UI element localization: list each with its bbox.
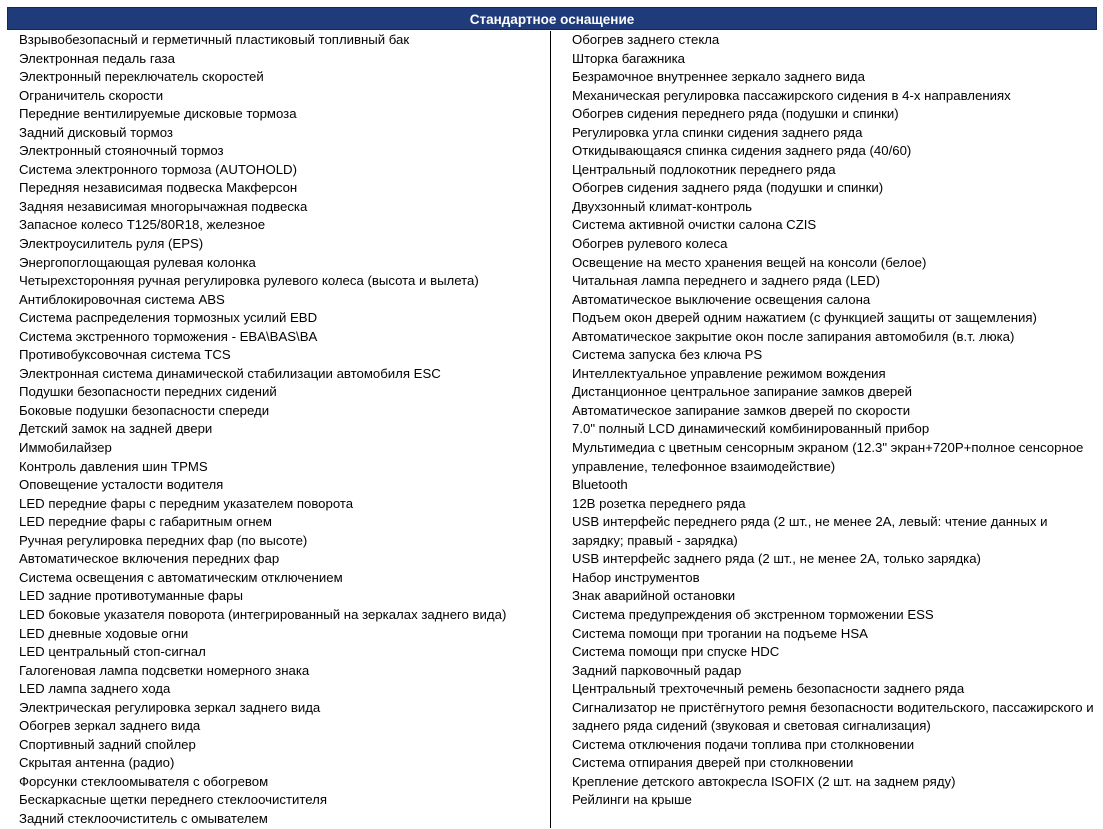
feature-item: Знак аварийной остановки: [572, 588, 736, 604]
feature-item: LED задние противотуманные фары: [19, 588, 243, 604]
feature-item: Задний стеклоочиститель с омывателем: [19, 810, 268, 826]
feature-item: Регулировка угла спинки сидения заднего ряда: [572, 124, 863, 140]
feature-item: Противобуксовочная система TCS: [19, 347, 231, 363]
feature-item: Энергопоглощающая рулевая колонка: [19, 254, 256, 270]
feature-item: 12В розетка переднего ряда: [572, 495, 746, 511]
feature-item: Рейлинги на крыше: [572, 792, 692, 808]
feature-item: Передняя независимая подвеска Макферсон: [19, 180, 298, 196]
feature-item: Система электронного тормоза (AUTOHOLD): [19, 161, 297, 177]
feature-item: Взрывобезопасный и герметичный пластиковый топливный бак: [19, 32, 410, 47]
right-column: [572, 31, 1097, 810]
feature-item: Электрическая регулировка зеркал заднего вида: [19, 699, 321, 715]
feature-item: Галогеновая лампа подсветки номерного знака: [19, 662, 310, 678]
feature-item: Скрытая антенна (радио): [19, 755, 175, 771]
feature-item: Система активной очистки салона CZIS: [572, 217, 817, 233]
table-body: [7, 31, 1097, 828]
feature-item: Обогрев рулевого колеса: [572, 236, 728, 252]
feature-item: Система распределения тормозных усилий EBD: [19, 310, 318, 326]
feature-item: Центральный трехточечный ремень безопасности заднего ряда: [572, 681, 965, 697]
feature-item: Антиблокировочная система ABS: [19, 291, 225, 307]
feature-item: Форсунки стеклоомывателя с обогревом: [19, 773, 269, 789]
feature-item: Система запуска без ключа PS: [572, 347, 763, 363]
feature-item: Оповещение усталости водителя: [19, 477, 224, 493]
feature-item: Подушки безопасности передних сидений: [19, 384, 277, 400]
feature-item: Система экстренного торможения - EBA\BAS\BA: [19, 328, 318, 344]
feature-item: Ограничитель скорости: [19, 87, 164, 103]
feature-item: Центральный подлокотник переднего ряда: [572, 161, 836, 177]
feature-item: Читальная лампа переднего и заднего ряда (LED): [572, 273, 880, 289]
column-divider: [550, 31, 551, 828]
feature-item: Интеллектуальное управление режимом вождения: [572, 365, 886, 381]
feature-item: Дистанционное центральное запирание замков дверей: [572, 384, 912, 400]
feature-item: LED передние фары с габаритным огнем: [19, 514, 272, 530]
feature-item: Электроусилитель руля (EPS): [19, 236, 204, 252]
feature-item: Запасное колесо T125/80R18, железное: [19, 217, 266, 233]
feature-item: Иммобилайзер: [19, 440, 112, 456]
feature-item: Обогрев сидения переднего ряда (подушки и спинки): [572, 106, 899, 122]
feature-item: Bluetooth: [572, 477, 628, 493]
feature-item: Система помощи при спуске HDC: [572, 644, 780, 660]
feature-item: Откидывающаяся спинка сидения заднего ряда (40/60): [572, 143, 912, 159]
feature-item: Двухзонный климат-контроль: [572, 198, 753, 214]
feature-item: LED боковые указателя поворота (интегрированный на зеркалах заднего вида): [19, 606, 507, 622]
feature-item: Система предупреждения об экстренном торможении ESS: [572, 606, 934, 622]
feature-item: Бескаркасные щетки переднего стеклоочистителя: [19, 792, 327, 808]
left-column: [19, 31, 547, 829]
feature-item: LED дневные ходовые огни: [19, 625, 189, 641]
table-header: Стандартное оснащение: [7, 7, 1097, 30]
feature-item: USB интерфейс заднего ряда (2 шт., не менее 2А, только зарядка): [572, 551, 981, 567]
feature-item: LED передние фары с передним указателем поворота: [19, 495, 354, 511]
feature-item: Безрамочное внутреннее зеркало заднего вида: [572, 69, 865, 85]
feature-item: Подъем окон дверей одним нажатием (с функцией защиты от защемления): [572, 310, 1037, 326]
feature-item: Автоматическое запирание замков дверей по скорости: [572, 402, 911, 418]
feature-item: Передние вентилируемые дисковые тормоза: [19, 106, 297, 122]
feature-item: 7.0" полный LCD динамический комбинированный прибор: [572, 421, 930, 437]
feature-item: Автоматическое выключение освещения салона: [572, 291, 871, 307]
feature-item: Задняя независимая многорычажная подвеска: [19, 198, 308, 214]
feature-item: Электронная система динамической стабилизации автомобиля ESC: [19, 365, 441, 381]
feature-item: Обогрев заднего стекла: [572, 32, 720, 47]
feature-item: Сигнализатор не пристёгнутого ремня безопасности водительского, пассажирского и заднего ряда сидений (звуковая и световая сигнализация): [572, 699, 1094, 734]
feature-item: Детский замок на задней двери: [19, 421, 213, 437]
feature-item: Спортивный задний спойлер: [19, 736, 196, 752]
feature-item: Автоматическое включения передних фар: [19, 551, 280, 567]
feature-item: USB интерфейс переднего ряда (2 шт., не менее 2А, левый: чтение данных и зарядку; правый - зарядка): [572, 514, 1048, 548]
feature-item: Обогрев сидения заднего ряда (подушки и спинки): [572, 180, 884, 196]
feature-item: Контроль давления шин TPMS: [19, 458, 208, 474]
feature-item: LED лампа заднего хода: [19, 681, 171, 697]
feature-item: Мультимедиа с цветным сенсорным экраном (12.3" экран+720P+полное сенсорное управление, телефонное взаимодействие): [572, 440, 1084, 474]
feature-item: Освещение на место хранения вещей на консоли (белое): [572, 254, 927, 270]
feature-item: Задний дисковый тормоз: [19, 124, 173, 140]
feature-item: Электронная педаль газа: [19, 50, 175, 66]
equipment-table: [7, 7, 1097, 827]
feature-item: Электронный переключатель скоростей: [19, 69, 264, 85]
feature-item: Набор инструментов: [572, 569, 700, 585]
feature-item: Ручная регулировка передних фар (по высоте): [19, 532, 308, 548]
feature-item: Шторка багажника: [572, 50, 686, 66]
feature-item: Электронный стояночный тормоз: [19, 143, 224, 159]
feature-item: Автоматическое закрытие окон после запирания автомобиля (в.т. люка): [572, 328, 1015, 344]
feature-item: Задний парковочный радар: [572, 662, 742, 678]
feature-item: Крепление детского автокресла ISOFIX (2 шт. на заднем ряду): [572, 773, 956, 789]
feature-item: Система помощи при трогании на подъеме HSA: [572, 625, 868, 641]
feature-item: Обогрев зеркал заднего вида: [19, 718, 201, 734]
feature-item: Боковые подушки безопасности спереди: [19, 402, 270, 418]
feature-item: LED центральный стоп-сигнал: [19, 644, 206, 660]
feature-item: Система освещения с автоматическим отключением: [19, 569, 343, 585]
feature-item: Четырехсторонняя ручная регулировка рулевого колеса (высота и вылета): [19, 273, 479, 289]
feature-item: Система отпирания дверей при столкновении: [572, 755, 854, 771]
feature-item: Система отключения подачи топлива при столкновении: [572, 736, 915, 752]
feature-item: Механическая регулировка пассажирского сидения в 4-х направлениях: [572, 87, 1011, 103]
